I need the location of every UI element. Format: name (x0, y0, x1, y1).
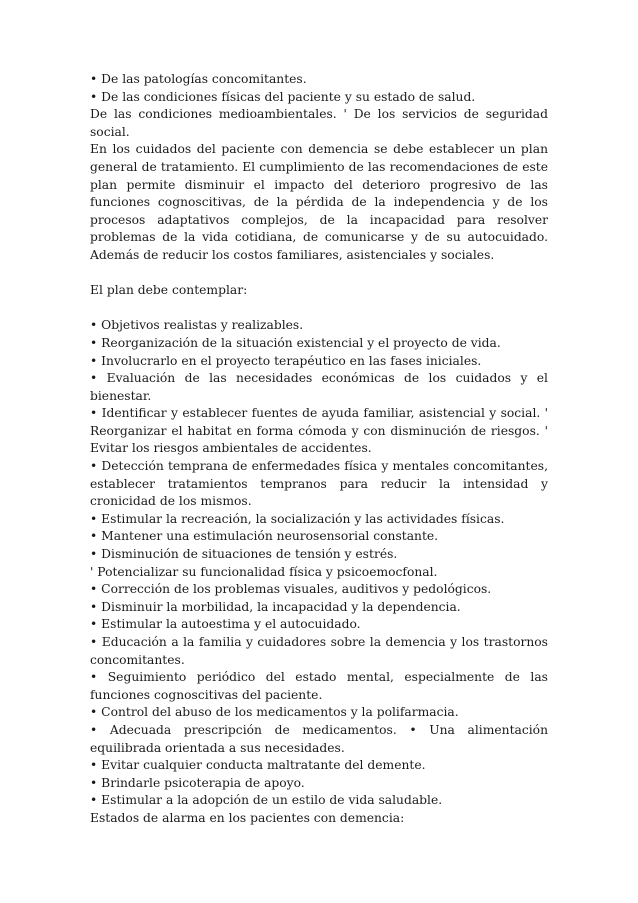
bullet-item: • Educación a la familia y cuidadores sobre la demencia y los trastornos concomitantes. (90, 635, 548, 667)
bullet-item: • Disminuir la morbilidad, la incapacidad y la dependencia. (90, 599, 461, 614)
section-heading: El plan debe contemplar: (90, 283, 248, 298)
bullet-item: • Evaluación de las necesidades económicas de los cuidados y el bienestar. (90, 371, 548, 403)
text-line: De las condiciones medioambientales. ' De los servicios de seguridad social. (90, 107, 548, 139)
body-paragraph: En los cuidados del paciente con demencia se debe establecer un plan general de tratamiento. El cumplimiento de las recomendaciones de este plan permite disminuir el impacto del deterioro progresivo de las funciones cognoscitivas, de la pérdida de la independencia y de los procesos adaptativos complejos, de la incapacidad para resolver problemas de la vida cotidiana, de comunicarse y de su autocuidado. Además de reducir los costos familiares, asistenciales y sociales. (90, 142, 548, 262)
blank-line (90, 265, 548, 283)
bullet-item: • Reorganización de la situación existencial y el proyecto de vida. (90, 335, 501, 350)
bullet-item: • Evitar cualquier conducta maltratante del demente. (90, 758, 426, 773)
bullet-item: • Brindarle psicoterapia de apoyo. (90, 775, 305, 790)
bullet-item: ' Potencializar su funcionalidad física y psicoemocfonal. (90, 564, 438, 579)
bullet-item: • Objetivos realistas y realizables. (90, 318, 304, 333)
bullet-item: • Corrección de los problemas visuales, auditivos y pedológicos. (90, 582, 492, 597)
bullet-item: • Mantener una estimulación neurosensorial constante. (90, 529, 439, 544)
bullet-item: • Seguimiento periódico del estado mental, especialmente de las funciones cognoscitivas del paciente. (90, 670, 548, 702)
blank-line (90, 300, 548, 318)
bullet-item: • Adecuada prescripción de medicamentos. • Una alimentación equilibrada orientada a sus necesidades. (90, 722, 548, 755)
bullet-item: • Estimular la autoestima y el autocuidado. (90, 617, 361, 632)
bullet-item: • Estimular a la adopción de un estilo de vida saludable. (90, 793, 443, 808)
bullet-item: • Control del abuso de los medicamentos y la polifarmacia. (90, 705, 459, 720)
bullet-item: • Detección temprana de enfermedades física y mentales concomitantes, establecer tratamientos tempranos para reducir la intensidad y cronicidad de los mismos. (90, 459, 548, 509)
bullet-item: • De las patologías concomitantes. (90, 72, 307, 86)
bullet-item: • Disminución de situaciones de tensión y estrés. (90, 547, 398, 562)
document-body (90, 71, 548, 828)
closing-heading: Estados de alarma en los pacientes con demencia: (90, 810, 405, 825)
bullet-item: • Involucrarlo en el proyecto terapéutico en las fases iniciales. (90, 353, 482, 368)
bullet-item: • Identificar y establecer fuentes de ayuda familiar, asistencial y social. ' Reorganizar el habitat en forma cómoda y con disminución de riesgos. ' Evitar los riesgos ambientales de accidentes. (90, 406, 548, 456)
bullet-item: • Estimular la recreación, la socialización y las actividades físicas. (90, 511, 505, 526)
bullet-item: • De las condiciones físicas del paciente y su estado de salud. (90, 89, 476, 104)
